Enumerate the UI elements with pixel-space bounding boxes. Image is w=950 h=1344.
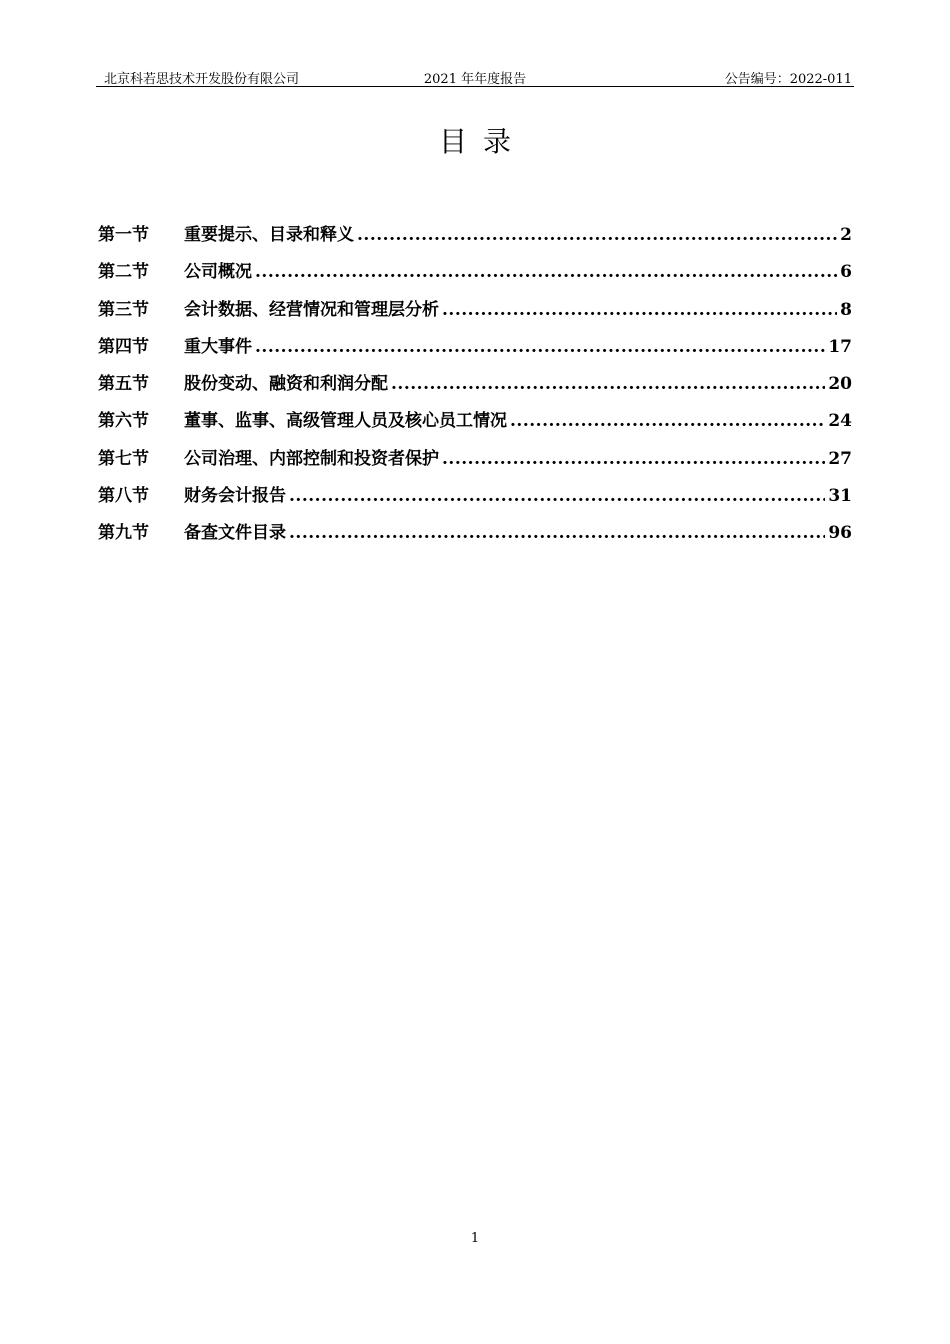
toc-dot-leader bbox=[391, 374, 825, 394]
toc-section-name: 董事、监事、高级管理人员及核心员工情况 bbox=[184, 411, 507, 432]
toc-section-number: 第九节 bbox=[98, 523, 149, 544]
toc-page-number: 31 bbox=[828, 486, 852, 507]
toc-entry-9[interactable] bbox=[98, 518, 852, 555]
page-number: 1 bbox=[470, 1231, 480, 1246]
toc-page-number: 17 bbox=[828, 336, 852, 357]
toc-section-number: 第五节 bbox=[98, 374, 149, 395]
toc-section-number: 第三节 bbox=[98, 299, 149, 320]
toc-section-name: 备查文件目录 bbox=[184, 523, 286, 544]
page-header bbox=[96, 66, 854, 87]
toc-section-name: 公司治理、内部控制和投资者保护 bbox=[184, 448, 439, 469]
header-notice-number: 公告编号：2022-011 bbox=[724, 72, 852, 87]
toc-section-number: 第六节 bbox=[98, 411, 149, 432]
toc-page-number: 27 bbox=[828, 448, 852, 469]
toc-page-number: 2 bbox=[840, 225, 852, 245]
toc-page-number: 24 bbox=[828, 411, 852, 432]
toc-page-number: 20 bbox=[828, 374, 852, 395]
toc-dot-leader bbox=[289, 523, 825, 543]
table-of-contents bbox=[98, 220, 852, 556]
toc-page-number: 96 bbox=[828, 523, 852, 544]
toc-entry-8[interactable] bbox=[98, 481, 852, 518]
toc-entry-6[interactable] bbox=[98, 406, 852, 443]
toc-section-name: 重大事件 bbox=[184, 336, 252, 357]
toc-entry-1[interactable] bbox=[98, 220, 852, 257]
toc-dot-leader bbox=[442, 300, 837, 320]
toc-dot-leader bbox=[357, 225, 837, 245]
toc-entry-2[interactable] bbox=[98, 257, 852, 294]
toc-dot-leader bbox=[510, 411, 825, 431]
header-report-title: 2021 年年度报告 bbox=[423, 72, 527, 87]
toc-page-number: 8 bbox=[840, 299, 852, 320]
toc-dot-leader bbox=[289, 486, 825, 506]
toc-title: 目录 bbox=[438, 125, 527, 158]
toc-entry-3[interactable] bbox=[98, 295, 852, 332]
toc-section-name: 股份变动、融资和利润分配 bbox=[184, 374, 388, 395]
toc-entry-7[interactable] bbox=[98, 444, 852, 481]
toc-dot-leader bbox=[442, 449, 825, 469]
header-company-name: 北京科若思技术开发股份有限公司 bbox=[104, 72, 300, 87]
toc-entry-5[interactable] bbox=[98, 369, 852, 406]
toc-section-number: 第四节 bbox=[98, 336, 149, 357]
toc-dot-leader bbox=[255, 337, 825, 357]
toc-dot-leader bbox=[255, 262, 837, 282]
toc-section-number: 第一节 bbox=[98, 225, 149, 245]
toc-page-number: 6 bbox=[840, 262, 852, 283]
toc-section-name: 重要提示、目录和释义 bbox=[184, 225, 354, 245]
toc-section-name: 公司概况 bbox=[184, 262, 252, 283]
toc-section-number: 第八节 bbox=[98, 486, 149, 507]
toc-entry-4[interactable] bbox=[98, 332, 852, 369]
toc-section-name: 财务会计报告 bbox=[184, 486, 286, 507]
toc-section-name: 会计数据、经营情况和管理层分析 bbox=[184, 299, 439, 320]
toc-section-number: 第二节 bbox=[98, 262, 149, 283]
toc-section-number: 第七节 bbox=[98, 448, 149, 469]
